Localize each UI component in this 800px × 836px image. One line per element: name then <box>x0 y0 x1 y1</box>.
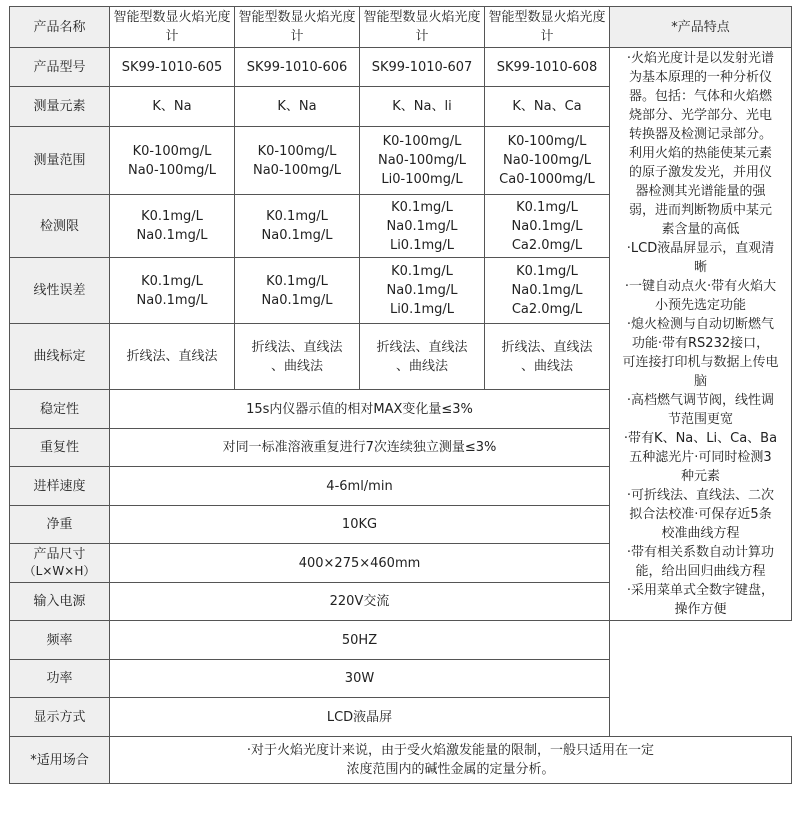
feature-line: 能，给出回归曲线方程 <box>635 564 766 579</box>
cell-line: Li0-100mg/L <box>381 172 463 187</box>
feature-line: 的原子激发发光，并用仪 <box>628 165 772 180</box>
row-power <box>10 660 792 698</box>
row-display <box>10 698 792 737</box>
feature-line: 五种滤光片·可同时检测3 <box>629 450 772 465</box>
feature-line: 转换器及检测记录部分。 <box>628 127 772 142</box>
product-name-text: 智能型数显火焰光度计 <box>488 10 606 44</box>
cell-line: Na0.1mg/L <box>511 283 583 298</box>
cell-line: Na0.1mg/L <box>261 292 333 308</box>
table-cell <box>235 324 360 390</box>
product-name-4 <box>485 7 610 48</box>
feature-line: 弱，进而判断物质中某元 <box>628 203 772 218</box>
feature-line: ·采用菜单式全数字键盘， <box>626 583 775 598</box>
row-label-line: 产品尺寸 <box>33 547 86 562</box>
table-cell <box>235 195 360 258</box>
feature-line: ·可折线法、直线法、二次 <box>626 488 775 503</box>
product-name-2 <box>235 7 360 48</box>
table-cell <box>360 127 485 195</box>
feature-line: ·火焰光度计是以发射光谱 <box>626 51 775 66</box>
row-label: 功率 <box>10 660 110 698</box>
feature-line: 可连接打印机与数据上传电 <box>622 355 779 370</box>
row-label: 产品型号 <box>10 48 110 87</box>
feature-line: 拟合法校准·可保存近5条 <box>629 507 772 522</box>
table-cell <box>110 324 235 390</box>
feature-line: 烧部分、光学部分、光电 <box>628 108 772 123</box>
cell-line: K0-100mg/L <box>257 143 337 159</box>
cell-line: K0.1mg/L <box>141 209 203 224</box>
feature-line: 为基本原理的一种分析仪 <box>628 70 772 85</box>
row-label: 净重 <box>10 506 110 544</box>
feature-line: 利用火焰的热能使某元素 <box>628 146 772 161</box>
cell-line: K0.1mg/L <box>141 273 203 289</box>
table-cell <box>110 258 235 324</box>
cell-line: Na0-100mg/L <box>127 162 216 178</box>
features-title: *产品特点 <box>610 7 792 48</box>
table-cell <box>485 127 610 195</box>
table-cell: 30W <box>110 660 610 698</box>
cell-line: 、曲线法 <box>520 358 573 374</box>
feature-line: 晰 <box>693 260 707 275</box>
cell-line: 浓度范围内的碱性金属的定量分析。 <box>346 762 555 777</box>
table-cell: SK99-1010-608 <box>485 48 610 87</box>
cell-line: K0.1mg/L <box>266 273 328 289</box>
row-model <box>10 48 792 87</box>
feature-line: ·熄火检测与自动切断燃气 <box>626 317 775 332</box>
spec-table-wrapper <box>9 6 792 784</box>
cell-line: Na0-100mg/L <box>502 153 591 168</box>
feature-line: 素含量的高低 <box>661 222 740 237</box>
cell-line: Na0.1mg/L <box>511 218 583 234</box>
feature-line: ·带有相关系数自动计算功 <box>626 545 775 560</box>
features-list <box>612 49 789 619</box>
row-label: 检测限 <box>10 195 110 258</box>
feature-line: 小预先选定功能 <box>654 298 746 313</box>
table-cell <box>360 324 485 390</box>
cell-line: 折线法、直线法 <box>501 339 593 355</box>
feature-line: 器检测其光谱能量的强 <box>635 184 766 199</box>
table-cell: 50HZ <box>110 621 610 660</box>
product-name-text: 智能型数显火焰光度计 <box>238 10 356 44</box>
cell-line: Ca2.0mg/L <box>511 237 583 253</box>
cell-line: 折线法、直线法 <box>251 339 343 355</box>
row-label: *适用场合 <box>10 737 110 784</box>
cell-line: Na0.1mg/L <box>136 292 208 308</box>
row-label: 测量元素 <box>10 87 110 127</box>
table-cell <box>110 127 235 195</box>
table-cell: 220V交流 <box>110 583 610 621</box>
feature-line: 功能·带有RS232接口， <box>631 336 770 351</box>
table-cell <box>485 324 610 390</box>
cell-line: Na0.1mg/L <box>136 228 208 243</box>
cell-line: 、曲线法 <box>270 358 323 374</box>
product-name-1 <box>110 7 235 48</box>
feature-line: 节范围更宽 <box>667 412 733 427</box>
cell-line: Na0.1mg/L <box>261 228 333 243</box>
table-cell <box>485 195 610 258</box>
row-label: 测量范围 <box>10 127 110 195</box>
product-name-text: 智能型数显火焰光度计 <box>363 10 481 44</box>
feature-line: ·一键自动点火·带有火焰大 <box>624 279 777 294</box>
cell-line: K0.1mg/L <box>516 264 578 279</box>
table-cell <box>235 127 360 195</box>
row-label-line: （L×W×H） <box>23 564 96 578</box>
table-cell <box>360 258 485 324</box>
row-label: 频率 <box>10 621 110 660</box>
cell-line: Na0-100mg/L <box>252 162 341 178</box>
row-label <box>10 544 110 583</box>
cell-line: 折线法、直线法 <box>126 349 218 364</box>
feature-line: ·带有K、Na、Li、Ca、Ba <box>623 431 778 446</box>
table-cell: 对同一标准溶液重复进行7次连续独立测量≤3% <box>110 429 610 467</box>
feature-line: 器。包括：气体和火焰燃 <box>628 89 772 104</box>
table-cell <box>235 258 360 324</box>
cell-line: Na0-100mg/L <box>377 153 466 168</box>
cell-line: Li0.1mg/L <box>389 237 455 253</box>
cell-line: Ca2.0mg/L <box>511 302 583 317</box>
cell-line: K0-100mg/L <box>382 134 462 149</box>
cell-line: Ca0-1000mg/L <box>499 172 595 187</box>
row-label: 进样速度 <box>10 467 110 506</box>
table-cell: K、Na、Ca <box>485 87 610 127</box>
features-cell <box>610 48 792 621</box>
table-cell <box>485 258 610 324</box>
cell-line: K0-100mg/L <box>132 143 212 159</box>
feature-line: 种元素 <box>680 469 720 484</box>
row-label: 重复性 <box>10 429 110 467</box>
table-cell <box>360 195 485 258</box>
row-label: 显示方式 <box>10 698 110 737</box>
cell-line: Li0.1mg/L <box>389 302 455 317</box>
table-cell: SK99-1010-605 <box>110 48 235 87</box>
cell-line: K0.1mg/L <box>391 264 453 279</box>
table-cell: K、Na <box>235 87 360 127</box>
product-name-3 <box>360 7 485 48</box>
row-label: 稳定性 <box>10 390 110 429</box>
table-cell: SK99-1010-606 <box>235 48 360 87</box>
row-application <box>10 737 792 784</box>
cell-line: Na0.1mg/L <box>386 283 458 298</box>
feature-line: 校准曲线方程 <box>661 526 740 541</box>
cell-line: K0.1mg/L <box>391 199 453 215</box>
table-cell <box>110 195 235 258</box>
table-cell: LCD液晶屏 <box>110 698 610 737</box>
feature-line: ·高档燃气调节阀，线性调 <box>626 393 775 408</box>
row-frequency <box>10 621 792 660</box>
product-name-text: 智能型数显火焰光度计 <box>113 10 231 44</box>
cell-line: ·对于火焰光度计来说，由于受火焰激发能量的限制，一般只适用在一定 <box>246 743 655 758</box>
spec-table <box>9 6 792 784</box>
feature-line: 脑 <box>693 374 707 389</box>
cell-line: 、曲线法 <box>395 358 448 374</box>
cell-line: K0.1mg/L <box>266 209 328 224</box>
row-label: 曲线标定 <box>10 324 110 390</box>
cell-line: K0.1mg/L <box>516 199 578 215</box>
table-cell: 4-6ml/min <box>110 467 610 506</box>
table-cell: 15s内仪器示值的相对MAX变化量≤3% <box>110 390 610 429</box>
table-cell: SK99-1010-607 <box>360 48 485 87</box>
header-label: 产品名称 <box>10 7 110 48</box>
cell-line: K0-100mg/L <box>507 134 587 149</box>
table-cell: 10KG <box>110 506 610 544</box>
feature-line: 操作方便 <box>674 602 727 617</box>
table-cell <box>110 737 792 784</box>
row-label: 线性误差 <box>10 258 110 324</box>
header-row <box>10 7 792 48</box>
table-cell: K、Na、li <box>360 87 485 127</box>
feature-line: ·LCD液晶屏显示，直观清 <box>626 241 775 256</box>
table-cell: 400×275×460mm <box>110 544 610 583</box>
cell-line: 折线法、直线法 <box>376 339 468 355</box>
cell-line: Na0.1mg/L <box>386 218 458 234</box>
row-label: 输入电源 <box>10 583 110 621</box>
table-cell: K、Na <box>110 87 235 127</box>
